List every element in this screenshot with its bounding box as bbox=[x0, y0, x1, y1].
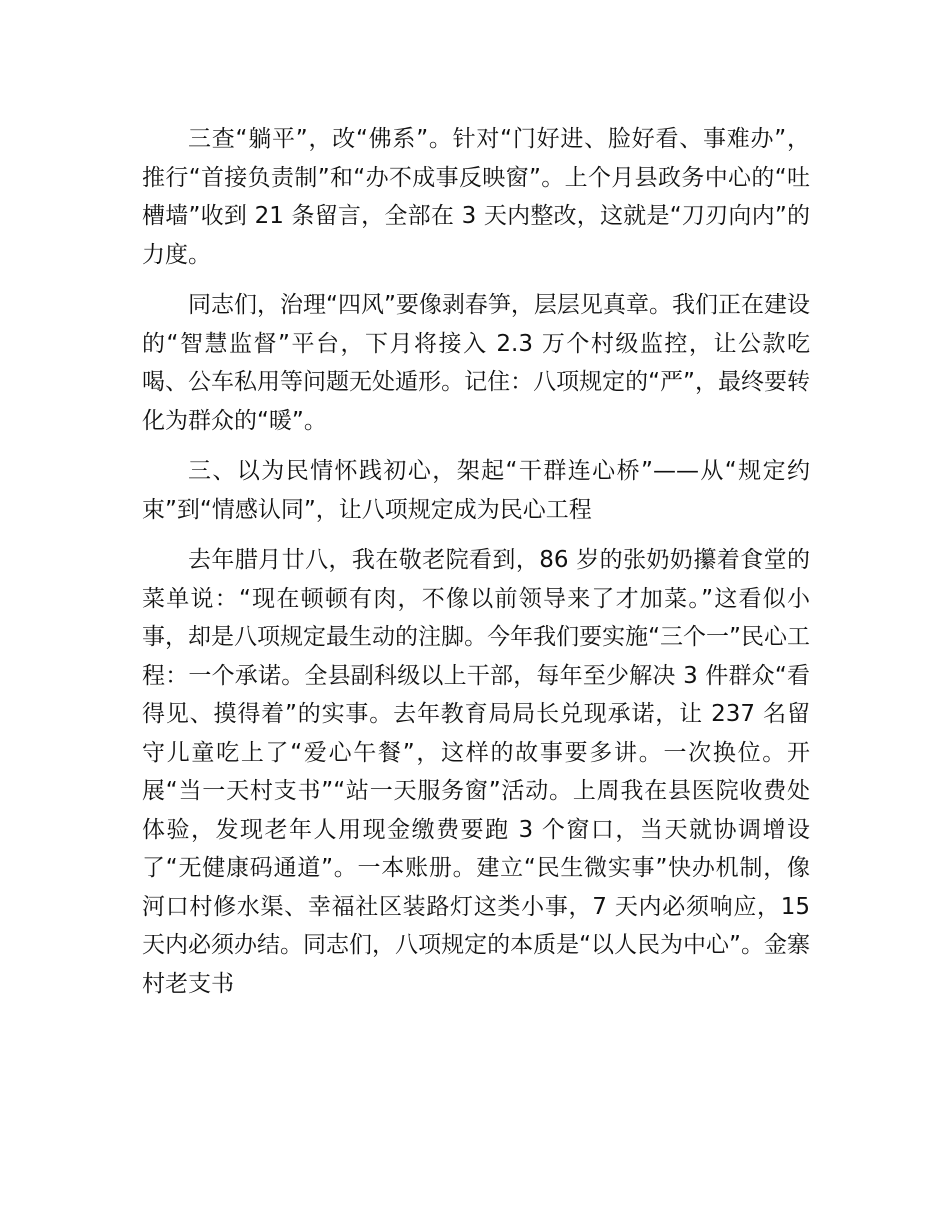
section-heading-three: 三、以为民情怀践初心，架起“干群连心桥”——从“规定约束”到“情感认同”，让八项规定成为民心工程 bbox=[142, 458, 810, 523]
paragraph-people-project: 去年腊月廿八，我在敬老院看到，86 岁的张奶奶攥着食堂的菜单说：“现在顿顿有肉，不像以前领导来了才加菜。”这看似小事，却是八项规定最生动的注脚。今年我们要实施“三个一”民心工程：一个承诺。全县副科级以上干部，每年至少解决 3 件群众“看得见、摸得着”的实事。去年教育局局长兑现承诺，让 237 名留守儿童吃上了“爱心午餐”，这样的故事要多讲。一次换位。开展“当一天村支书”“站一天服务窗”活动。上周我在县医院收费处体验，发现老年人用现金缴费要跑 3 个窗口，当天就协调增设了“无健康码通道”。一本账册。建立“民生微实事”快办机制，像河口村修水渠、幸福社区装路灯这类小事，7 天内必须响应，15 天内必须办结。同志们，八项规定的本质是“以人民为中心”。金寨村老支书 bbox=[142, 547, 810, 997]
paragraph-smart-supervision: 同志们，治理“四风”要像剥春笋，层层见真章。我们正在建设的“智慧监督”平台，下月将接入 2.3 万个村级监控，让公款吃喝、公车私用等问题无处遁形。记住：八项规定的“严”，最终要转化为群众的“暖”。 bbox=[142, 292, 810, 434]
paragraph-three-checks: 三查“躺平”，改“佛系”。针对“门好进、脸好看、事难办”，推行“首接负责制”和“办不成事反映窗”。上个月县政务中心的“吐槽墙”收到 21 条留言，全部在 3 天内整改，这就是“刀刃向内”的力度。 bbox=[142, 126, 810, 268]
document-body bbox=[142, 120, 810, 1015]
